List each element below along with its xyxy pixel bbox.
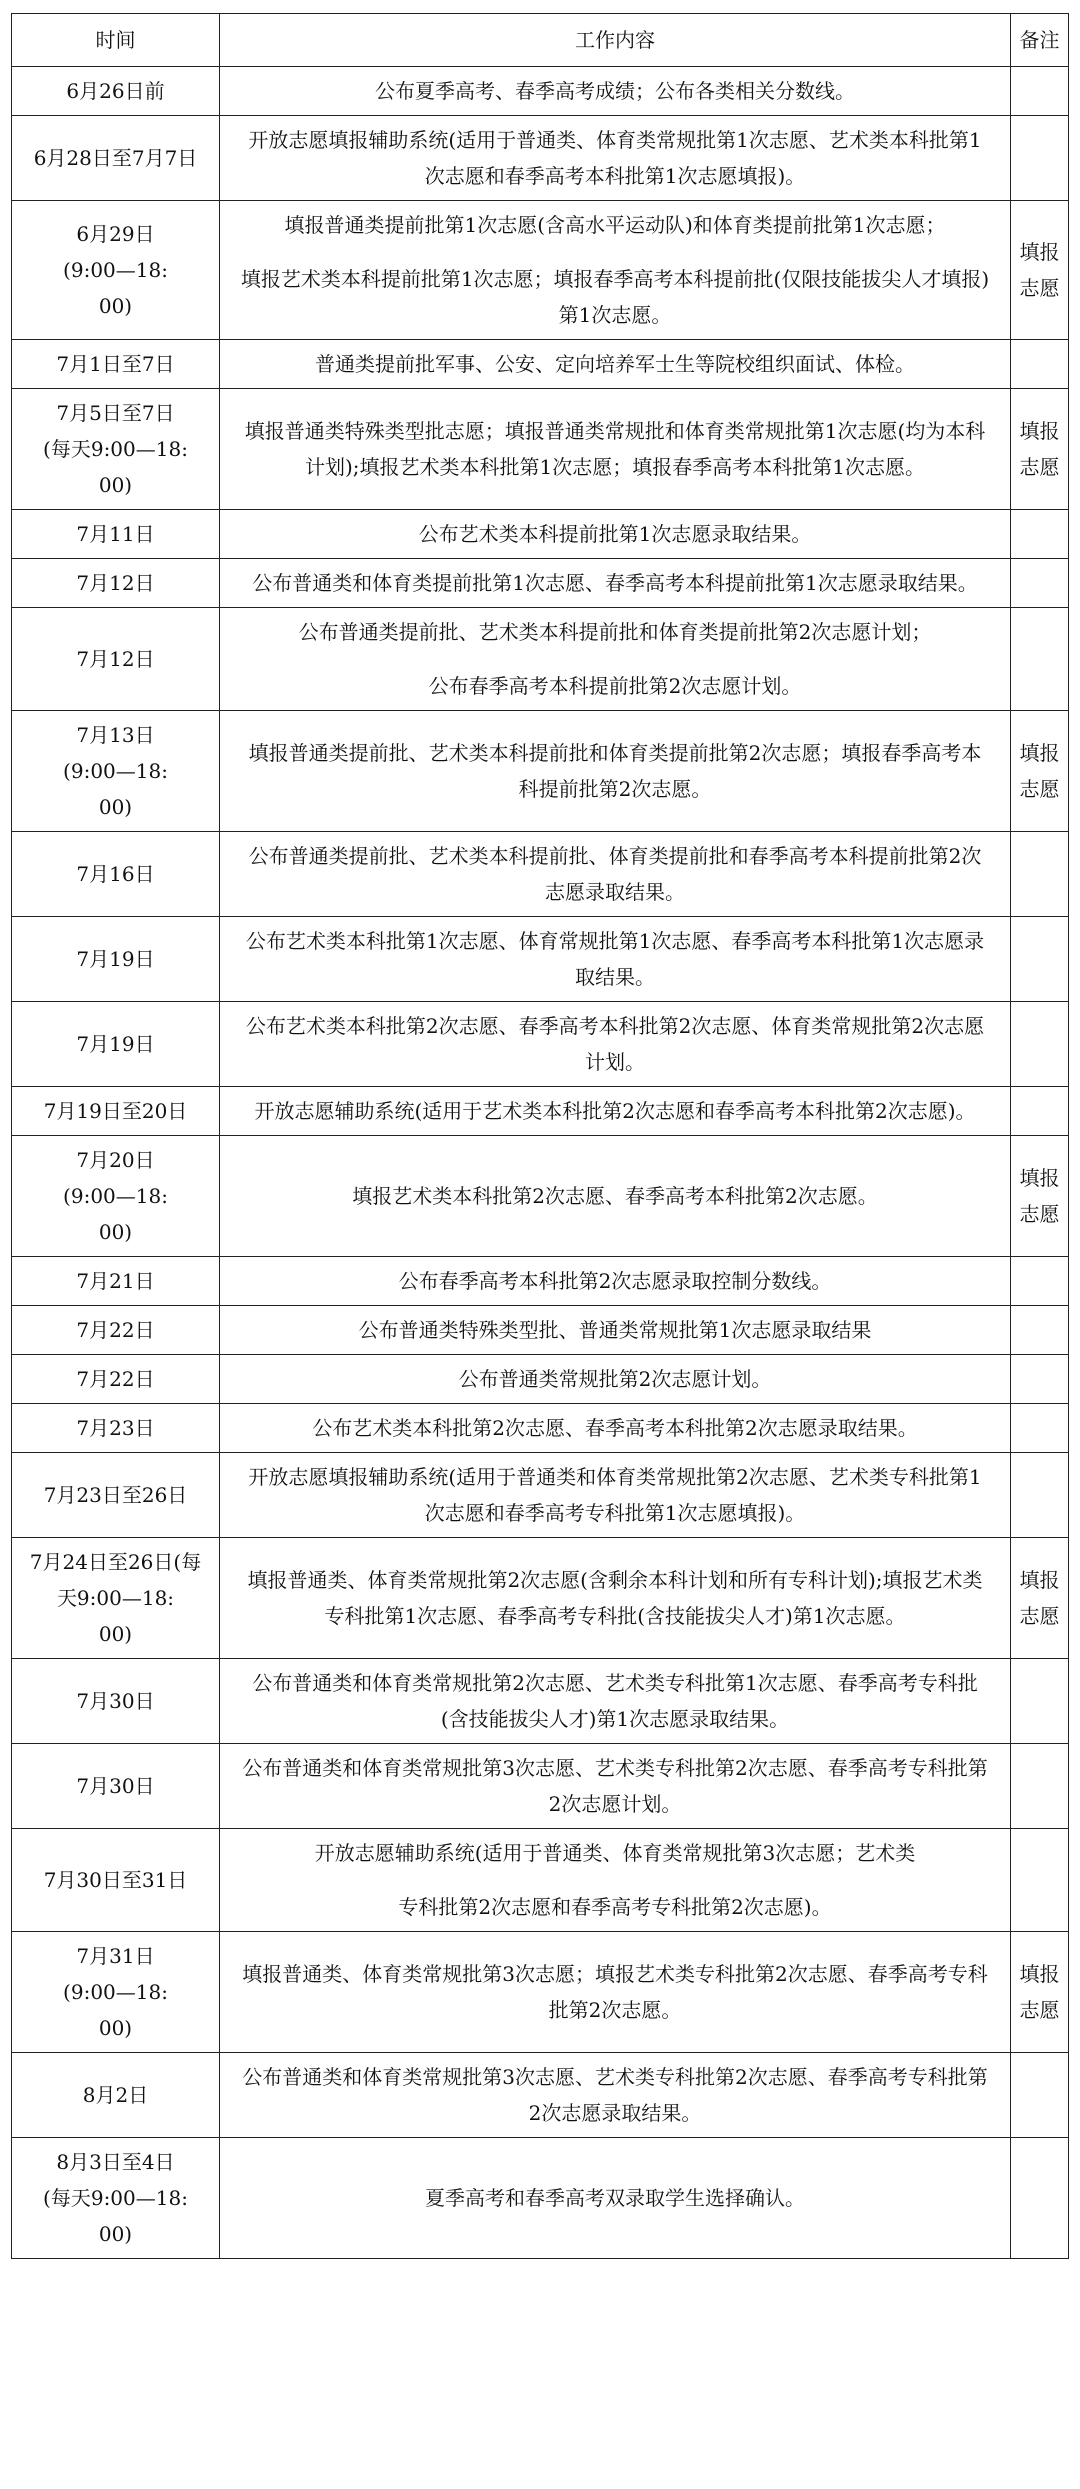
table-row	[12, 201, 1069, 340]
row-content-paragraph: 公布艺术类本科批第2次志愿、春季高考本科批第2次志愿、体育类常规批第2次志愿计划。	[245, 1014, 985, 1074]
row-content	[220, 201, 1011, 340]
row-time: 7月20日 (9:00—18: 00)	[12, 1136, 220, 1257]
row-content-paragraph: 公布普通类和体育类常规批第2次志愿、艺术类专科批第1次志愿、春季高考专科批(含技能拔尖人才)第1次志愿录取结果。	[252, 1671, 978, 1731]
table-row	[12, 711, 1069, 832]
row-content-paragraph: 开放志愿辅助系统(适用于普通类、体育类常规批第3次志愿；艺术类	[314, 1841, 916, 1865]
table-row	[12, 917, 1069, 1002]
row-content	[220, 116, 1011, 201]
table-row	[12, 1829, 1069, 1932]
table-row	[12, 1659, 1069, 1744]
table-row	[12, 1538, 1069, 1659]
row-note: 填报 志愿	[1011, 1136, 1069, 1257]
table-header-row	[12, 14, 1069, 67]
table-row	[12, 1932, 1069, 2053]
row-content	[220, 1404, 1011, 1453]
row-note: 填报 志愿	[1011, 201, 1069, 340]
row-note	[1011, 1659, 1069, 1744]
row-content-paragraph: 公布普通类特殊类型批、普通类常规批第1次志愿录取结果	[358, 1318, 872, 1342]
table-row	[12, 1087, 1069, 1136]
table-row	[12, 67, 1069, 116]
header-time: 时间	[12, 14, 220, 67]
row-note	[1011, 608, 1069, 711]
row-content-paragraph: 夏季高考和春季高考双录取学生选择确认。	[425, 2186, 805, 2210]
row-note	[1011, 917, 1069, 1002]
row-note	[1011, 1355, 1069, 1404]
row-content-paragraph: 公布艺术类本科批第1次志愿、体育常规批第1次志愿、春季高考本科批第1次志愿录取结果。	[245, 929, 985, 989]
table-row	[12, 116, 1069, 201]
row-content	[220, 1257, 1011, 1306]
row-content	[220, 1306, 1011, 1355]
row-content	[220, 1932, 1011, 2053]
row-content-paragraph: 专科批第2次志愿和春季高考专科批第2次志愿)。	[398, 1895, 832, 1919]
row-note	[1011, 1257, 1069, 1306]
row-note	[1011, 1744, 1069, 1829]
row-note	[1011, 1829, 1069, 1932]
schedule-rows	[12, 67, 1069, 2259]
row-time: 7月23日	[12, 1404, 220, 1453]
table-row	[12, 1002, 1069, 1087]
row-content-paragraph: 公布普通类和体育类常规批第3次志愿、艺术类专科批第2次志愿、春季高考专科批第2次志愿计划。	[242, 1756, 988, 1816]
table-row	[12, 1453, 1069, 1538]
row-time: 7月11日	[12, 510, 220, 559]
row-note: 填报 志愿	[1011, 711, 1069, 832]
row-note	[1011, 2053, 1069, 2138]
row-content-paragraph: 填报普通类提前批第1次志愿(含高水平运动队)和体育类提前批第1次志愿；	[284, 213, 946, 237]
row-content-paragraph: 公布艺术类本科批第2次志愿、春季高考本科批第2次志愿录取结果。	[312, 1416, 918, 1440]
row-note	[1011, 1087, 1069, 1136]
row-time: 7月30日	[12, 1744, 220, 1829]
table-row	[12, 1355, 1069, 1404]
row-note	[1011, 1404, 1069, 1453]
table-row	[12, 1306, 1069, 1355]
row-note	[1011, 340, 1069, 389]
row-time: 7月21日	[12, 1257, 220, 1306]
row-content	[220, 559, 1011, 608]
schedule-table	[11, 13, 1069, 2259]
row-time: 7月23日至26日	[12, 1453, 220, 1538]
table-row	[12, 389, 1069, 510]
table-row	[12, 1404, 1069, 1453]
row-time: 7月5日至7日 (每天9:00—18: 00)	[12, 389, 220, 510]
table-row	[12, 2138, 1069, 2259]
row-content-paragraph: 公布普通类提前批、艺术类本科提前批和体育类提前批第2次志愿计划；	[298, 620, 932, 644]
row-content-paragraph: 公布普通类和体育类提前批第1次志愿、春季高考本科提前批第1次志愿录取结果。	[252, 571, 978, 595]
row-time: 7月24日至26日(每 天9:00—18: 00)	[12, 1538, 220, 1659]
row-content	[220, 1744, 1011, 1829]
row-time: 7月22日	[12, 1355, 220, 1404]
row-content-paragraph: 填报艺术类本科批第2次志愿、春季高考本科批第2次志愿。	[352, 1184, 878, 1208]
row-content-paragraph: 填报普通类、体育类常规批第2次志愿(含剩余本科计划和所有专科计划);填报艺术类专科批第1次志愿、春季高考专科批(含技能拔尖人才)第1次志愿。	[247, 1568, 983, 1628]
table-row	[12, 1744, 1069, 1829]
row-content	[220, 711, 1011, 832]
row-time: 7月13日 (9:00—18: 00)	[12, 711, 220, 832]
row-time: 6月29日 (9:00—18: 00)	[12, 201, 220, 340]
row-time: 7月19日至20日	[12, 1087, 220, 1136]
header-content: 工作内容	[220, 14, 1011, 67]
row-content	[220, 1002, 1011, 1087]
row-note	[1011, 832, 1069, 917]
table-row	[12, 559, 1069, 608]
row-content-paragraph: 公布普通类和体育类常规批第3次志愿、艺术类专科批第2次志愿、春季高考专科批第2次志愿录取结果。	[242, 2065, 988, 2125]
row-time: 7月31日 (9:00—18: 00)	[12, 1932, 220, 2053]
row-content	[220, 67, 1011, 116]
table-row	[12, 340, 1069, 389]
row-content	[220, 2053, 1011, 2138]
row-time: 6月26日前	[12, 67, 220, 116]
row-content	[220, 1453, 1011, 1538]
row-note	[1011, 1306, 1069, 1355]
row-content	[220, 1538, 1011, 1659]
row-time: 7月30日至31日	[12, 1829, 220, 1932]
table-row	[12, 832, 1069, 917]
row-content-paragraph: 公布艺术类本科提前批第1次志愿录取结果。	[418, 522, 812, 546]
row-note: 填报 志愿	[1011, 389, 1069, 510]
table-row	[12, 1257, 1069, 1306]
row-content-paragraph: 填报艺术类本科提前批第1次志愿；填报春季高考本科提前批(仅限技能拔尖人才填报)第1次志愿。	[240, 267, 990, 327]
row-content-paragraph: 公布普通类常规批第2次志愿计划。	[458, 1367, 772, 1391]
row-note: 填报 志愿	[1011, 1538, 1069, 1659]
row-content	[220, 1136, 1011, 1257]
row-note: 填报 志愿	[1011, 1932, 1069, 2053]
row-note	[1011, 116, 1069, 201]
row-content	[220, 340, 1011, 389]
row-content	[220, 389, 1011, 510]
row-time: 8月2日	[12, 2053, 220, 2138]
row-content-paragraph: 公布春季高考本科提前批第2次志愿计划。	[428, 674, 802, 698]
row-time: 8月3日至4日 (每天9:00—18: 00)	[12, 2138, 220, 2259]
row-time: 7月1日至7日	[12, 340, 220, 389]
row-time: 7月22日	[12, 1306, 220, 1355]
row-note	[1011, 510, 1069, 559]
row-time: 7月12日	[12, 608, 220, 711]
row-content	[220, 1829, 1011, 1932]
row-content	[220, 1355, 1011, 1404]
row-content-paragraph: 开放志愿填报辅助系统(适用于普通类、体育类常规批第1次志愿、艺术类本科批第1次志愿和春季高考本科批第1次志愿填报)。	[248, 128, 982, 188]
row-time: 6月28日至7月7日	[12, 116, 220, 201]
row-content	[220, 2138, 1011, 2259]
row-note	[1011, 1453, 1069, 1538]
row-content-paragraph: 开放志愿填报辅助系统(适用于普通类和体育类常规批第2次志愿、艺术类专科批第1次志愿和春季高考专科批第1次志愿填报)。	[248, 1465, 982, 1525]
row-content	[220, 608, 1011, 711]
table-row	[12, 608, 1069, 711]
row-note	[1011, 559, 1069, 608]
row-note	[1011, 2138, 1069, 2259]
row-time: 7月19日	[12, 917, 220, 1002]
table-row	[12, 1136, 1069, 1257]
row-time: 7月30日	[12, 1659, 220, 1744]
row-note	[1011, 67, 1069, 116]
header-note: 备注	[1011, 14, 1069, 67]
row-content-paragraph: 普通类提前批军事、公安、定向培养军士生等院校组织面试、体检。	[315, 352, 915, 376]
table-row	[12, 2053, 1069, 2138]
row-content-paragraph: 开放志愿辅助系统(适用于艺术类本科批第2次志愿和春季高考本科批第2次志愿)。	[254, 1099, 976, 1123]
row-time: 7月16日	[12, 832, 220, 917]
row-content	[220, 1087, 1011, 1136]
row-content	[220, 832, 1011, 917]
row-content-paragraph: 填报普通类提前批、艺术类本科提前批和体育类提前批第2次志愿；填报春季高考本科提前批第2次志愿。	[248, 741, 982, 801]
row-content-paragraph: 公布普通类提前批、艺术类本科提前批、体育类提前批和春季高考本科提前批第2次志愿录取结果。	[248, 844, 982, 904]
row-content	[220, 510, 1011, 559]
row-time: 7月12日	[12, 559, 220, 608]
row-content-paragraph: 填报普通类、体育类常规批第3次志愿；填报艺术类专科批第2次志愿、春季高考专科批第2次志愿。	[242, 1962, 988, 2022]
row-time: 7月19日	[12, 1002, 220, 1087]
row-note	[1011, 1002, 1069, 1087]
row-content-paragraph: 填报普通类特殊类型批志愿；填报普通类常规批和体育类常规批第1次志愿(均为本科计划);填报艺术类本科批第1次志愿；填报春季高考本科批第1次志愿。	[244, 419, 986, 479]
row-content	[220, 1659, 1011, 1744]
row-content-paragraph: 公布春季高考本科批第2次志愿录取控制分数线。	[398, 1269, 832, 1293]
table-row	[12, 510, 1069, 559]
row-content-paragraph: 公布夏季高考、春季高考成绩；公布各类相关分数线。	[375, 79, 855, 103]
row-content	[220, 917, 1011, 1002]
